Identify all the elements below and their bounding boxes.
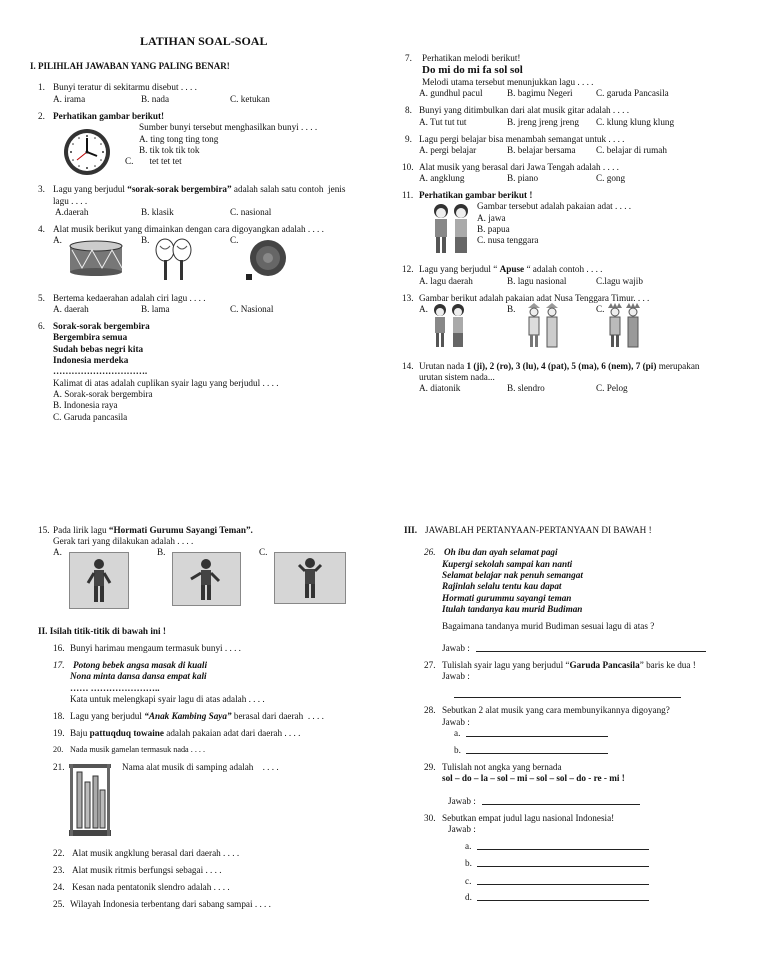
option-c: C. <box>259 547 268 557</box>
question-number: 19. <box>53 728 65 738</box>
question-text: Alat musik yang berasal dari Jawa Tengah adalah . . . . <box>419 162 619 172</box>
question-text: Nama alat musik di samping adalah . . . . <box>122 762 279 772</box>
question-text <box>53 184 345 195</box>
option-b: B. slendro <box>507 383 545 393</box>
option-a: A. angklung <box>419 173 465 183</box>
option-c: C. gong <box>596 173 626 183</box>
option-c: C. belajar di rumah <box>596 145 667 155</box>
lyric-line: Sorak-sorak bergembira <box>53 321 150 331</box>
option-b: B. <box>507 304 516 314</box>
question-text: Alat musik ritmis berfungsi sebagai . . . . <box>72 865 222 875</box>
option-c: C. garuda Pancasila <box>596 88 669 98</box>
option-a: A. diatonik <box>419 383 461 393</box>
clock-image <box>62 127 116 177</box>
question-number: 2. <box>38 111 45 121</box>
option-c: C. <box>596 304 605 314</box>
question-number: 26. <box>424 547 436 557</box>
option-c: C. ketukan <box>230 94 270 104</box>
question-text-part: Urutan nada <box>419 361 467 371</box>
option-a: A. gundhul pacul <box>419 88 483 98</box>
question-text: Lagu pergi belajar bisa menambah semangat untuk . . . . <box>419 134 625 144</box>
question-text: Perhatikan gambar berikut! <box>53 111 165 121</box>
question-number: 22. <box>53 848 65 858</box>
question-number: 15. <box>38 525 50 535</box>
question-text: Perhatikan melodi berikut! <box>422 53 521 63</box>
song-title: Apuse <box>499 264 525 274</box>
answer-line[interactable] <box>476 643 706 652</box>
question-number: 18. <box>53 711 65 721</box>
option-b: B. piano <box>507 173 539 183</box>
question-number: 4. <box>38 224 45 234</box>
tone-sequence: 1 (ji), 2 (ro), 3 (lu), 4 (pat), 5 (ma), 6 (nem), 7 (pi) <box>466 361 657 371</box>
option-b: B. bagimu Negeri <box>507 88 573 98</box>
question-text <box>53 525 253 536</box>
question-number: 17. <box>53 660 65 670</box>
question-text: Bunyi yang ditimbulkan dari alat musik gitar adalah . . . . <box>419 105 629 115</box>
answer-label: Jawab : <box>448 796 476 806</box>
lyric-line: Rajinlah selalu tentu kau dapat <box>442 581 562 591</box>
answer-item-d: d. <box>465 892 472 902</box>
answer-line-c[interactable] <box>477 876 649 885</box>
answer-line-a[interactable] <box>466 728 608 737</box>
question-text <box>419 264 602 275</box>
costume-option-a-image <box>430 302 468 350</box>
option-b: B. belajar bersama <box>507 145 576 155</box>
question-text: Kalimat di atas adalah cuplikan syair lagu yang berjudul . . . . <box>53 378 279 388</box>
question-number: 13. <box>402 293 414 303</box>
question-text: Alat musik berikut yang dimainkan dengan cara digoyangkan adalah . . . . <box>53 224 324 234</box>
note-sequence: sol – do – la – sol – mi – sol – sol – do - re - mi ! <box>442 773 625 783</box>
question-number: 5. <box>38 293 45 303</box>
angklung-image <box>67 760 113 840</box>
option-b: B. <box>157 547 166 557</box>
question-number: 3. <box>38 184 45 194</box>
page-title: LATIHAN SOAL-SOAL <box>140 34 268 48</box>
answer-label: Jawab : <box>442 643 470 653</box>
question-text: Bagaimana tandanya murid Budiman sesuai lagu di atas ? <box>442 621 655 631</box>
costume-option-c-image <box>605 302 643 350</box>
option-a: A.daerah <box>55 207 89 217</box>
option-c: C. klung klung klung <box>596 117 675 127</box>
question-text <box>442 660 696 671</box>
answer-line-b[interactable] <box>466 745 608 754</box>
question-text: Sebutkan 2 alat musik yang cara membunyikannya digoyang? <box>442 705 670 715</box>
lyric-line: Indonesia merdeka <box>53 355 129 365</box>
section-2-heading: II. Isilah titik-titik di bawah ini ! <box>38 626 166 636</box>
lyric-line: Bergembira semua <box>53 332 128 342</box>
question-text-part: Pada lirik lagu <box>53 525 109 535</box>
question-text-part: Tulislah syair lagu yang berjudul “ <box>442 660 570 670</box>
melody: Do mi do mi fa sol sol <box>422 64 523 76</box>
option-a: A. Tut tut tut <box>419 117 467 127</box>
lyric-line: Oh ibu dan ayah selamat pagi <box>444 547 558 557</box>
question-number: 28. <box>424 705 436 715</box>
question-number: 9. <box>405 134 412 144</box>
option-c: C.lagu wajib <box>596 276 643 286</box>
question-number: 23. <box>53 865 65 875</box>
option-c: C. nusa tenggara <box>477 235 539 245</box>
answer-line[interactable] <box>454 689 681 698</box>
question-text: Nada musik gamelan termasuk nada . . . . <box>70 745 206 754</box>
question-text-part: ” baris ke dua ! <box>639 660 696 670</box>
option-a: A. <box>53 547 62 557</box>
question-text: Gambar berikut adalah pakaian adat Nusa Tenggara Timur. . . . <box>419 293 650 303</box>
answer-label: Jawab : <box>442 671 470 681</box>
question-text: Bunyi harimau mengaum termasuk bunyi . . . . <box>70 643 241 653</box>
question-text-part: “ adalah contoh . . . . <box>524 264 603 274</box>
question-number: 20. <box>53 745 64 754</box>
question-number: 6. <box>38 321 45 331</box>
answer-item-b: b. <box>465 858 472 868</box>
question-number: 10. <box>402 162 414 172</box>
answer-label: Jawab : <box>442 717 470 727</box>
question-text-cont: lagu . . . . <box>53 196 88 206</box>
option-b: B. jreng jreng jreng <box>507 117 579 127</box>
drum-image <box>68 238 124 276</box>
question-number: 30. <box>424 813 436 823</box>
option-a: A. ting tong ting tong <box>139 134 219 144</box>
question-subtext: Melodi utama tersebut menunjukkan lagu . . . . <box>422 77 594 87</box>
lyric-line: Selamat belajar nak penuh semangat <box>442 570 583 580</box>
answer-item-b: b. <box>454 745 461 755</box>
option-c: C. Nasional <box>230 304 274 314</box>
answer-item-a: a. <box>454 728 461 738</box>
section-3-heading: JAWABLAH PERTANYAAN-PERTANYAAN DI BAWAH ! <box>425 525 652 535</box>
option-c: C. tet tet tet <box>125 156 182 166</box>
question-text: Bunyi teratur di sekitarmu disebut . . . . <box>53 82 197 92</box>
question-number: 27. <box>424 660 436 670</box>
option-c: C. nasional <box>230 207 272 217</box>
option-a: A. daerah <box>53 304 89 314</box>
option-b: B. nada <box>141 94 170 104</box>
question-text: Kesan nada pentatonik slendro adalah . . . . <box>72 882 230 892</box>
lyric-line: Potong bebek angsa masak di kuali <box>73 660 207 670</box>
question-text-part: Lagu yang berjudul <box>53 184 128 194</box>
question-text-cont: Gerak tari yang dilakukan adalah . . . . <box>53 536 194 546</box>
question-text-part: Lagu yang berjudul <box>70 711 145 721</box>
answer-line[interactable] <box>482 796 640 805</box>
question-number: 21. <box>53 762 65 772</box>
question-number: 14. <box>402 361 414 371</box>
question-text: Alat musik angklung berasal dari daerah . . . . <box>72 848 240 858</box>
question-text-cont: urutan sistem nada... <box>419 372 495 382</box>
costume-option-b-image <box>524 302 562 350</box>
answer-line-a[interactable] <box>477 841 649 850</box>
traditional-costume-image <box>429 201 473 257</box>
lyric-blank: …… ………………….. <box>70 683 160 693</box>
question-text-part: adalah salah satu contoh jenis <box>231 184 346 194</box>
song-title: “Hormati Gurumu Sayangi Teman”. <box>108 525 253 535</box>
lyric-blank: …………………………. <box>53 366 148 376</box>
answer-line-b[interactable] <box>477 858 649 867</box>
song-title: “sorak-sorak bergembira” <box>127 184 232 194</box>
answer-line-d[interactable] <box>477 892 649 901</box>
dance-pose-c-image <box>274 552 346 604</box>
question-number: 7. <box>405 53 412 63</box>
lyric-line: Nona minta dansa dansa empat kali <box>70 671 207 681</box>
dance-pose-b-image <box>172 552 241 606</box>
section-1-heading: I. PILIHLAH JAWABAN YANG PALING BENAR! <box>30 61 230 71</box>
option-a: A. irama <box>53 94 86 104</box>
lyric-line: Itulah tandanya kau murid Budiman <box>442 604 583 614</box>
question-text <box>419 361 700 372</box>
lyric-line: Sudah bebas negri kita <box>53 344 144 354</box>
question-number: 12. <box>402 264 414 274</box>
question-subtext: Gambar tersebut adalah pakaian adat . . . . <box>477 201 632 211</box>
question-text: Wilayah Indonesia terbentang dari sabang sampai . . . . <box>70 899 271 909</box>
question-text: Tulislah not angka yang bernada <box>442 762 562 772</box>
question-text <box>70 728 300 739</box>
question-number: 29. <box>424 762 436 772</box>
option-c: C. Garuda pancasila <box>53 412 128 422</box>
option-b: B. klasik <box>141 207 174 217</box>
question-text-part: adalah pakaian adat dari daerah . . . . <box>163 728 301 738</box>
answer-item-c: c. <box>465 876 472 886</box>
question-number: 1. <box>38 82 45 92</box>
question-text <box>70 711 324 722</box>
dance-pose-a-image <box>69 552 129 609</box>
option-a: A. lagu daerah <box>419 276 473 286</box>
question-number: 11. <box>402 190 414 200</box>
lyric-line: Kupergi sekolah sampai kan nanti <box>442 559 573 569</box>
option-a: A. <box>419 304 428 314</box>
section-3-number: III. <box>404 525 418 535</box>
option-c: C. Pelog <box>596 383 628 393</box>
option-a: A. Sorak-sorak bergembira <box>53 389 153 399</box>
option-b: B. papua <box>477 224 510 234</box>
question-number: 8. <box>405 105 412 115</box>
maracas-image <box>152 238 196 282</box>
option-a: A. <box>53 235 62 245</box>
question-number: 25. <box>53 899 65 909</box>
option-b: B. <box>141 235 150 245</box>
lyric-line: Hormati gurummu sayangi teman <box>442 593 572 603</box>
option-c: C. <box>230 235 239 245</box>
question-text-part: Lagu yang berjudul “ <box>419 264 500 274</box>
question-text: Bertema kedaerahan adalah ciri lagu . . . . <box>53 293 206 303</box>
question-text: Sebutkan empat judul lagu nasional Indonesia! <box>442 813 615 823</box>
option-a: A. jawa <box>477 213 506 223</box>
song-title: “Anak Kambing Saya” <box>144 711 232 721</box>
option-b: B. lagu nasional <box>507 276 567 286</box>
option-a: A. pergi belajar <box>419 145 477 155</box>
gong-image <box>244 238 288 282</box>
question-number: 16. <box>53 643 65 653</box>
option-b: B. Indonesia raya <box>53 400 118 410</box>
answer-label: Jawab : <box>448 824 476 834</box>
song-title: Garuda Pancasila <box>569 660 640 670</box>
question-subtext: Sumber bunyi tersebut menghasilkan bunyi . . . . <box>139 122 318 132</box>
costume-name: pattuqduq towaine <box>89 728 164 738</box>
question-text: Kata untuk melengkapi syair lagu di atas adalah . . . . <box>70 694 265 704</box>
option-b: B. tik tok tik tok <box>139 145 200 155</box>
question-text: Perhatikan gambar berikut ! <box>419 190 533 200</box>
question-text-part: Baju <box>70 728 90 738</box>
question-text-part: berasal dari daerah . . . . <box>231 711 324 721</box>
question-text-part: merupakan <box>656 361 700 371</box>
answer-item-a: a. <box>465 841 472 851</box>
question-number: 24. <box>53 882 65 892</box>
option-b: B. lama <box>141 304 170 314</box>
